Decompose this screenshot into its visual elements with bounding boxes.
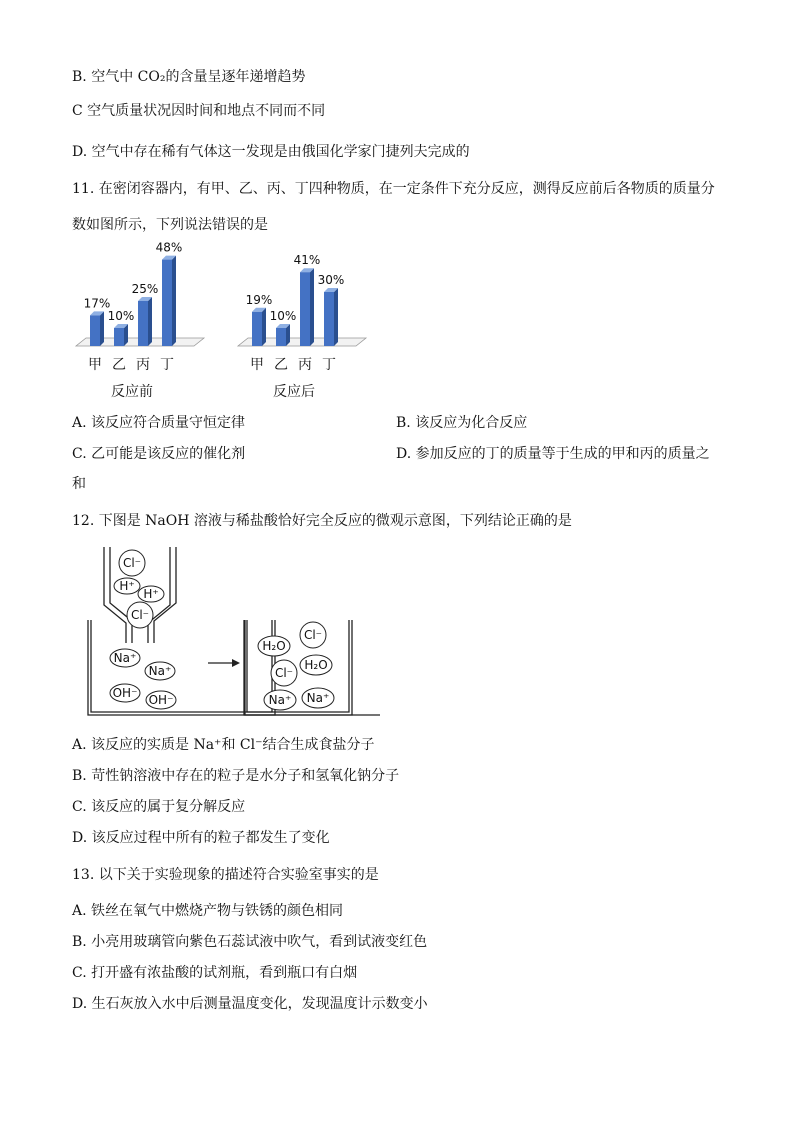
chart-data-label: 25% — [131, 282, 159, 296]
q10-option-b: B. 空气中 CO₂的含量呈逐年递增趋势 — [72, 69, 306, 85]
chart-category-label: 乙 — [274, 357, 288, 373]
q13-stem: 13. 以下关于实验现象的描述符合实验室事实的是 — [72, 867, 379, 883]
q13-option-d: D. 生石灰放入水中后测量温度变化，发现温度计示数变小 — [72, 996, 428, 1012]
chart-title: 反应后 — [273, 384, 315, 400]
chart-bar — [324, 292, 334, 346]
chart-bar-side — [172, 256, 176, 346]
q12-option-a: A. 该反应的实质是 Na⁺和 Cl⁻结合生成食盐分子 — [72, 737, 375, 753]
chart-data-label: 17% — [83, 296, 111, 311]
chart-category-label: 甲 — [250, 357, 264, 373]
q11-option-d: D. 参加反应的丁的质量等于生成的甲和丙的质量之 — [396, 446, 710, 462]
chart-bar — [114, 328, 124, 346]
ion-label: H₂O — [304, 658, 328, 672]
ion-label: OH⁻ — [148, 693, 174, 707]
ion-label: Cl⁻ — [274, 666, 294, 680]
ion-label: Cl⁻ — [130, 608, 150, 622]
chart-bar-side — [262, 308, 266, 346]
chart-bar-side — [334, 288, 338, 346]
chart-category-label: 丁 — [322, 357, 336, 373]
chart-data-label: 48% — [155, 240, 183, 255]
q11-option-d-continued: 和 — [72, 476, 86, 492]
ion-label: Na⁺ — [148, 664, 172, 678]
q13-option-a: A. 铁丝在氧气中燃烧产物与铁锈的颜色相同 — [72, 903, 344, 919]
ion-label: Na⁺ — [268, 693, 292, 707]
ion-label: H⁺ — [143, 587, 159, 601]
chart-bar — [90, 315, 100, 346]
q11-stem-line2: 数如图所示，下列说法错误的是 — [72, 217, 268, 233]
q11-option-c: C. 乙可能是该反应的催化剂 — [72, 446, 246, 462]
q12-option-c: C. 该反应的属于复分解反应 — [72, 799, 246, 815]
q10-option-d: D. 空气中存在稀有气体这一发现是由俄国化学家门捷列夫完成的 — [72, 144, 470, 160]
chart-bar-side — [310, 268, 314, 346]
chart-before-reaction — [70, 238, 220, 403]
q10-option-c: C 空气质量状况因时间和地点不同而不同 — [72, 103, 326, 119]
ion-label: Na⁺ — [306, 691, 330, 705]
q12-stem: 12. 下图是 NaOH 溶液与稀盐酸恰好完全反应的微观示意图，下列结论正确的是 — [72, 513, 572, 529]
q11-option-a: A. 该反应符合质量守恒定律 — [72, 415, 246, 431]
chart-bar — [276, 328, 286, 346]
q11-option-b: B. 该反应为化合反应 — [396, 415, 528, 431]
q13-option-c: C. 打开盛有浓盐酸的试剂瓶，看到瓶口有白烟 — [72, 965, 358, 981]
reaction-diagram-after — [240, 545, 360, 723]
chart-after-reaction — [232, 238, 382, 403]
chart-data-label: 41% — [293, 253, 321, 268]
ion-label: OH⁻ — [112, 686, 138, 700]
ion-label: H₂O — [262, 639, 286, 653]
chart-category-label: 乙 — [112, 357, 126, 373]
ion-label: Na⁺ — [113, 651, 137, 665]
ion-label: Cl⁻ — [303, 628, 323, 642]
chart-data-label: 19% — [245, 292, 273, 307]
chart-category-label: 丙 — [298, 357, 312, 373]
chart-category-label: 丙 — [136, 357, 150, 373]
chart-bar — [300, 272, 310, 346]
chart-bar — [138, 301, 148, 346]
chart-data-label: 10% — [107, 309, 135, 323]
chart-bar-side — [148, 297, 152, 346]
chart-bar — [162, 260, 172, 346]
q11-stem-line1: 11. 在密闭容器内，有甲、乙、丙、丁四种物质，在一定条件下充分反应，测得反应前后各物质的质量分 — [72, 181, 715, 197]
q12-option-b: B. 苛性钠溶液中存在的粒子是水分子和氢氧化钠分子 — [72, 768, 400, 784]
ion-label: H⁺ — [119, 579, 135, 593]
q13-option-b: B. 小亮用玻璃管向紫色石蕊试液中吹气，看到试液变红色 — [72, 934, 428, 950]
chart-category-label: 丁 — [160, 357, 174, 373]
ion-label: Cl⁻ — [122, 556, 142, 570]
chart-category-label: 甲 — [88, 357, 102, 373]
chart-data-label: 30% — [317, 273, 345, 287]
chart-bar — [252, 312, 262, 346]
chart-bar-side — [100, 311, 104, 346]
chart-data-label: 10% — [269, 309, 297, 323]
chart-title: 反应前 — [111, 384, 153, 400]
q12-option-d: D. 该反应过程中所有的粒子都发生了变化 — [72, 830, 330, 846]
